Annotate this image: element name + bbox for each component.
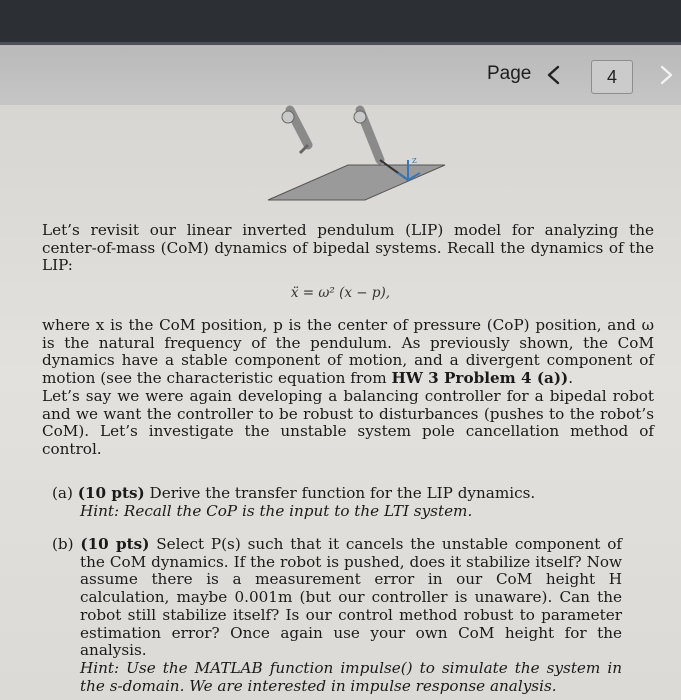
robot-leg-figure (240, 105, 460, 210)
chevron-left-icon[interactable] (543, 64, 565, 86)
part-b-label: (b) (52, 535, 74, 553)
explanation-text-1: where x is the CoM position, p is the center of pressure (CoP) position, and ω is the natural frequency of the pendulum. As previously shown, the CoM dynamics have a stable component of motion, and a divergent component of motion (see the characteristic equation from (42, 316, 654, 388)
document-page (0, 105, 681, 700)
part-a-text: Derive the transfer function for the LIP dynamics. (149, 484, 536, 502)
page-navigation-bar (0, 45, 681, 105)
part-a-points: (10 pts) (77, 484, 145, 502)
lip-equation: ẍ = ω² (x − p), (290, 285, 391, 301)
svg-text:z: z (412, 156, 417, 166)
page-number-input[interactable] (591, 60, 633, 94)
hw-reference: HW 3 Problem 4 (a)) (391, 369, 569, 388)
page-number: 4 (606, 66, 617, 87)
explanation-paragraph (42, 317, 654, 459)
part-b-points: (10 pts) (80, 535, 150, 553)
window-top-bar (0, 0, 681, 45)
explanation-text-3: Let’s say we were again developing a balancing controller for a bipedal robot and we want the controller to be robust to disturbances (pushes to the robot’s CoM). Let’s investigate the unstable system pole cancellation method of control. (42, 386, 654, 458)
part-b-hint: Hint: Use the MATLAB function impulse() to simulate the system in the s-domain. We are interested in impulse response analysis. (80, 658, 622, 695)
part-b-text: Select P(s) such that it cancels the unstable component of the CoM dynamics. If the robot is pushed, does it stabilize itself? Now assume there is a measurement error in our CoM height H calculation, maybe 0.001m (but our controller is unaware). Can the robot still stabilize itself? Is our control method robust to parameter estimation error? Once again use your own CoM height for the analysis. (80, 535, 622, 660)
question-part-a (52, 485, 622, 520)
part-a-hint: Hint: Recall the CoP is the input to the LTI system. (80, 501, 473, 520)
explanation-text-2: . (568, 369, 574, 388)
part-a-label: (a) (52, 484, 73, 502)
page-label: Page (487, 63, 532, 84)
chevron-right-icon[interactable] (655, 64, 677, 86)
intro-paragraph: Let’s revisit our linear inverted pendulum (LIP) model for analyzing the center-of-mass (CoM) dynamics of bipedal systems. Recall the dynamics of the LIP: (42, 221, 654, 275)
question-part-b (52, 536, 622, 695)
